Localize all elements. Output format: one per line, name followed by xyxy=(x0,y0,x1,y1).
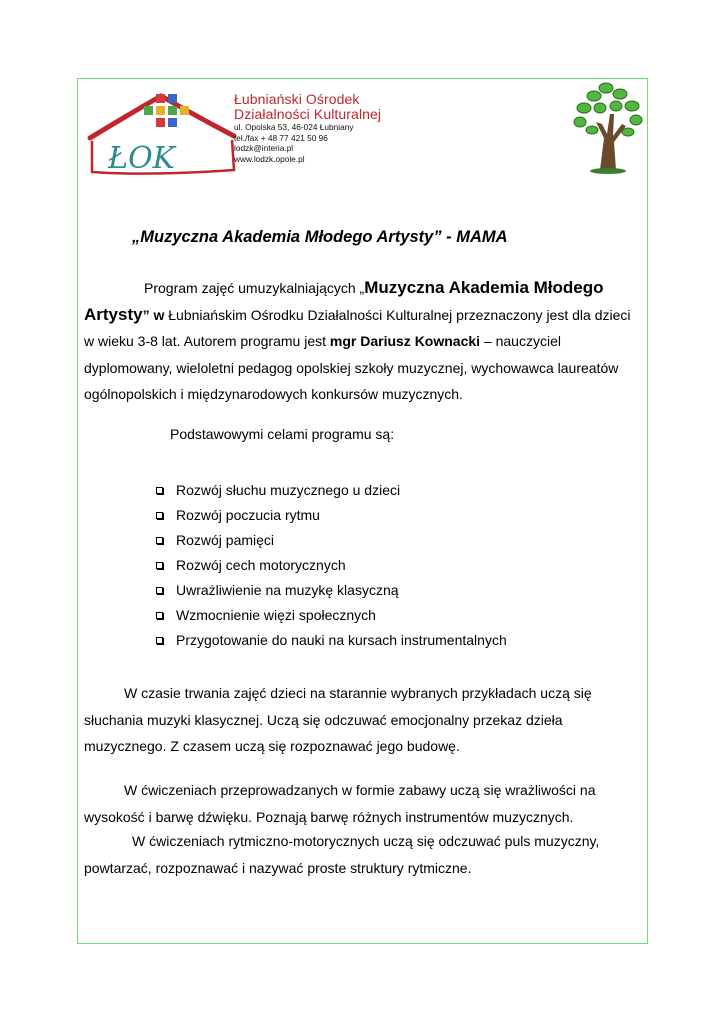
tree-icon xyxy=(570,78,646,174)
org-address: ul. Opolska 53, 46-024 Łubniany xyxy=(234,122,354,132)
list-item xyxy=(155,478,507,503)
paragraph-rhythm xyxy=(84,828,644,881)
paragraph-listening-text: W czasie trwania zajęć dzieci na starannie wybranych przykładach uczą się słuchania muzyki klasycznej. Uczą się odczuwać emocjonalny przekaz dzieła muzycznego. Z czasem uczą się rozpoznawać jego budowę. xyxy=(84,685,592,754)
intro-text-2: ” w xyxy=(142,306,169,323)
list-item-text: Przygotowanie do nauki na kursach instrumentalnych xyxy=(176,632,507,648)
list-item xyxy=(155,503,507,528)
intro-paragraph xyxy=(84,275,644,408)
checkbox-bullet-icon xyxy=(156,587,163,594)
checkbox-bullet-icon xyxy=(156,612,163,619)
list-item-text: Uwrażliwienie na muzykę klasyczną xyxy=(176,582,399,598)
list-item xyxy=(155,553,507,578)
intro-text-4: – nauczyciel dyplomowany, wieloletni pedagog opolskiej szkoły muzycznej, wychowawca laureatów ogólnopolskich i międzynarodowych konkursów muzycznych. xyxy=(84,333,619,402)
list-item-text: Rozwój cech motorycznych xyxy=(176,557,346,573)
checkbox-bullet-icon xyxy=(156,537,163,544)
intro-text-3: Łubniańskim Ośrodku Działalności Kulturalnej przeznaczony jest dla dzieci w wieku 3-8 lat. Autorem programu jest xyxy=(84,306,631,349)
checkbox-bullet-icon xyxy=(156,487,163,494)
checkbox-bullet-icon xyxy=(156,562,163,569)
org-name-line1: Łubniański Ośrodek xyxy=(234,91,360,107)
document-title: „Muzyczna Akademia Młodego Artysty” - MAMA xyxy=(132,228,508,246)
list-item xyxy=(155,603,507,628)
org-name-line2: Działalności Kulturalnej xyxy=(234,106,382,122)
svg-text:ŁOK: ŁOK xyxy=(108,141,176,176)
list-item xyxy=(155,578,507,603)
list-item-text: Wzmocnienie więzi społecznych xyxy=(176,607,376,623)
organization-info xyxy=(234,92,381,164)
org-email: lodzk@interia.pl xyxy=(234,143,294,153)
list-item-text: Rozwój pamięci xyxy=(176,532,275,548)
checkbox-bullet-icon xyxy=(156,512,163,519)
paragraph-rhythm-text: W ćwiczeniach rytmiczno-motorycznych uczą się odczuwać puls muzyczny, powtarzać, rozpoznawać i nazywać proste struktury rytmiczne. xyxy=(84,833,600,876)
paragraph-sound-text: W ćwiczeniach przeprowadzanych w formie zabawy uczą się wrażliwości na wysokość i barwę dźwięku. Poznają barwę różnych instrumentów muzycznych. xyxy=(84,782,596,825)
list-item-text: Rozwój słuchu muzycznego u dzieci xyxy=(176,482,401,498)
org-website: www.lodzk.opole.pl xyxy=(234,153,305,164)
list-item xyxy=(155,628,507,653)
lok-logo xyxy=(86,86,246,178)
paragraph-listening xyxy=(84,680,644,760)
program-name: Muzyczna Akademia Młodego Artysty xyxy=(84,278,604,324)
intro-text-1: Program zajęć umuzykalniających „ xyxy=(144,280,365,296)
goals-list xyxy=(155,478,507,653)
org-phone: tel./fax + 48 77 421 50 96 xyxy=(234,132,328,143)
checkbox-bullet-icon xyxy=(156,637,163,644)
goals-heading: Podstawowymi celami programu są: xyxy=(170,426,395,442)
paragraph-sound xyxy=(84,777,644,830)
list-item xyxy=(155,528,507,553)
author-name: mgr Dariusz Kownacki xyxy=(329,333,481,349)
list-item-text: Rozwój poczucia rytmu xyxy=(176,507,320,523)
